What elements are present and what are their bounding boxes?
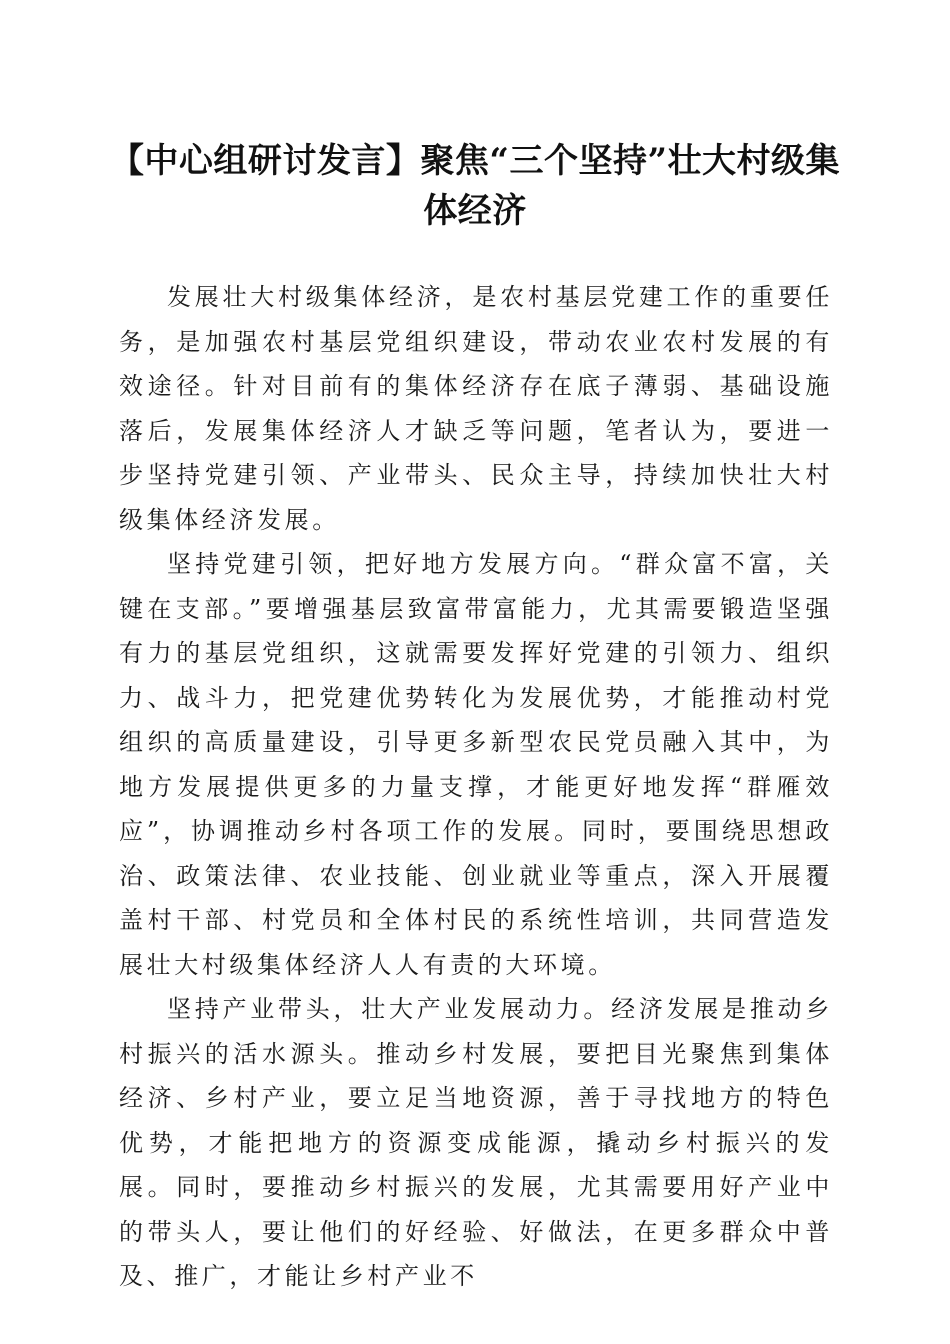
document-title: 【中心组研讨发言】聚焦“三个坚持”壮大村级集体经济 — [109, 141, 841, 231]
paragraph-industry-lead: 坚持产业带头，壮大产业发展动力。经济发展是推动乡村振兴的活水源头。推动乡村发展，要把目光聚焦到集体经济、乡村产业，要立足当地资源，善于寻找地方的特色优势，才能把地方的资源变成能源，撬动乡村振兴的发展。同时，要推动乡村振兴的发展，尤其需要用好产业中的带头人，要让他们的好经验、好做法，在更多群众中普及、推广，才能让乡村产业不 — [119, 995, 833, 1290]
paragraph-intro: 发展壮大村级集体经济，是农村基层党建工作的重要任务，是加强农村基层党组织建设，带动农业农村发展的有效途径。针对目前有的集体经济存在底子薄弱、基础设施落后，发展集体经济人才缺乏等问题，笔者认为，要进一步坚持党建引领、产业带头、民众主导，持续加快壮大村级集体经济发展。 — [119, 283, 833, 534]
document-body — [119, 275, 833, 1299]
paragraph-party-leadership: 坚持党建引领，把好地方发展方向。“群众富不富，关键在支部。”要增强基层致富带富能力，尤其需要锻造坚强有力的基层党组织，这就需要发挥好党建的引领力、组织力、战斗力，把党建优势转化为发展优势，才能推动村党组织的高质量建设，引导更多新型农民党员融入其中，为地方发展提供更多的力量支撑，才能更好地发挥“群雁效应”，协调推动乡村各项工作的发展。同时，要围绕思想政治、政策法律、农业技能、创业就业等重点，深入开展覆盖村干部、村党员和全体村民的系统性培训，共同营造发展壮大村级集体经济人人有责的大环境。 — [119, 550, 833, 979]
